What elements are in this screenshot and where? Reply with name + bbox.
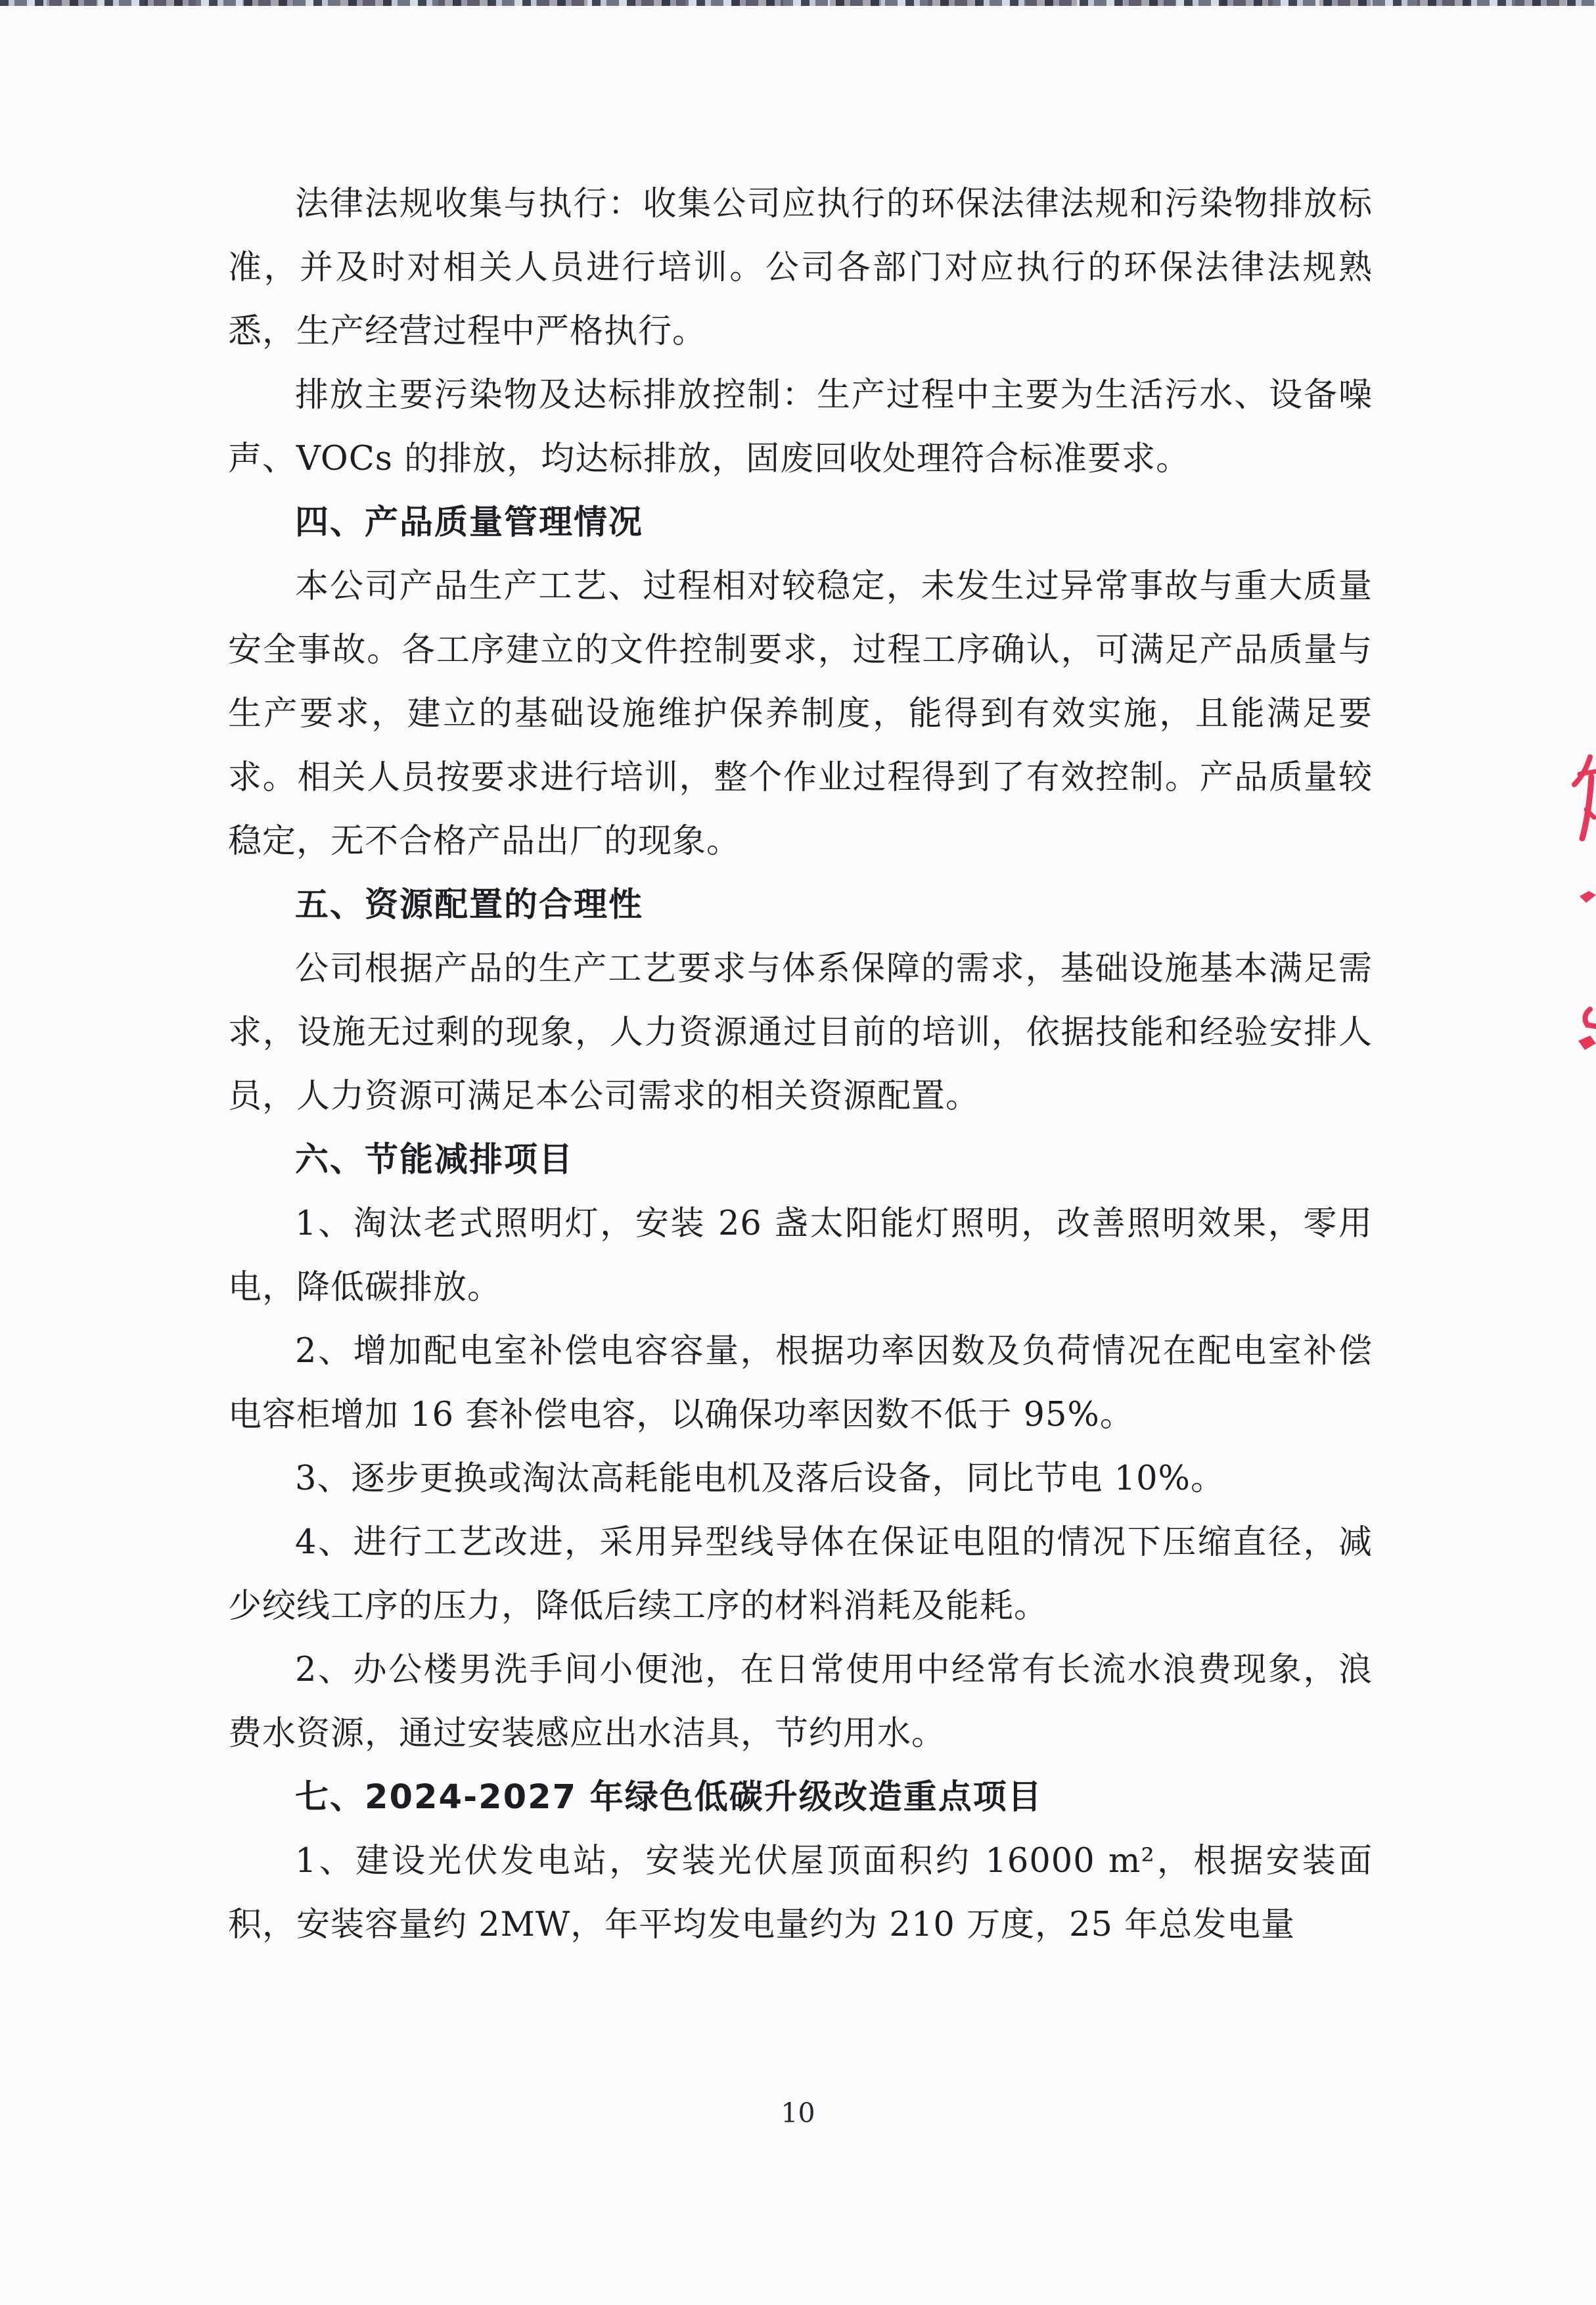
page-number: 10 [781, 2097, 815, 2129]
paragraph: 法律法规收集与执行：收集公司应执行的环保法律法规和污染物排放标准，并及时对相关人员进行培训。公司各部门对应执行的环保法律法规熟悉，生产经营过程中严格执行。 [228, 185, 1373, 351]
paragraph: 本公司产品生产工艺、过程相对较稳定，未发生过异常事故与重大质量安全事故。各工序建立的文件控制要求，过程工序确认，可满足产品质量与生产要求，建立的基础设施维护保养制度，能得到有效实施，且能满足要求。相关人员按要求进行培训，整个作业过程得到了有效控制。产品质量较稳定，无不合格产品出厂的现象。 [228, 567, 1373, 861]
list-item: 4、进行工艺改进，采用异型线导体在保证电阻的情况下压缩直径，减少绞线工序的压力，降低后续工序的材料消耗及能耗。 [228, 1523, 1373, 1626]
list-item: 1、建设光伏发电站，安装光伏屋顶面积约 16000 m²，根据安装面积，安装容量约 2MW，年平均发电量约为 210 万度，25 年总发电量 [228, 1842, 1373, 1944]
list-item: 2、增加配电室补偿电容容量，根据功率因数及负荷情况在配电室补偿电容柜增加 16 套补偿电容，以确保功率因数不低于 95%。 [228, 1332, 1373, 1434]
scan-edge-artifact [0, 0, 1596, 6]
red-ink-artifact [1568, 754, 1596, 843]
section-heading: 七、2024-2027 年绿色低碳升级改造重点项目 [295, 1778, 1043, 1817]
section-heading: 四、产品质量管理情况 [295, 503, 644, 542]
list-item: 2、办公楼男洗手间小便池，在日常使用中经常有长流水浪费现象，浪费水资源，通过安装感应出水洁具，节约用水。 [228, 1651, 1373, 1753]
paragraph: 公司根据产品的生产工艺要求与体系保障的需求，基础设施基本满足需求，设施无过剩的现象，人力资源通过目前的培训，依据技能和经验安排人员，人力资源可满足本公司需求的相关资源配置。 [228, 949, 1373, 1116]
red-ink-artifact [1578, 888, 1596, 908]
red-ink-artifact [1576, 1007, 1596, 1056]
list-item: 3、逐步更换或淘汰高耗能电机及落后设备，同比节电 10%。 [295, 1459, 1225, 1498]
section-heading: 六、节能减排项目 [295, 1141, 574, 1179]
document-body [228, 172, 1373, 1957]
section-heading: 五、资源配置的合理性 [295, 886, 644, 924]
paragraph: 排放主要污染物及达标排放控制：生产过程中主要为生活污水、设备噪声、VOCs 的排放，均达标排放，固废回收处理符合标准要求。 [228, 376, 1373, 478]
list-item: 1、淘汰老式照明灯，安装 26 盏太阳能灯照明，改善照明效果，零用电，降低碳排放。 [228, 1204, 1373, 1307]
